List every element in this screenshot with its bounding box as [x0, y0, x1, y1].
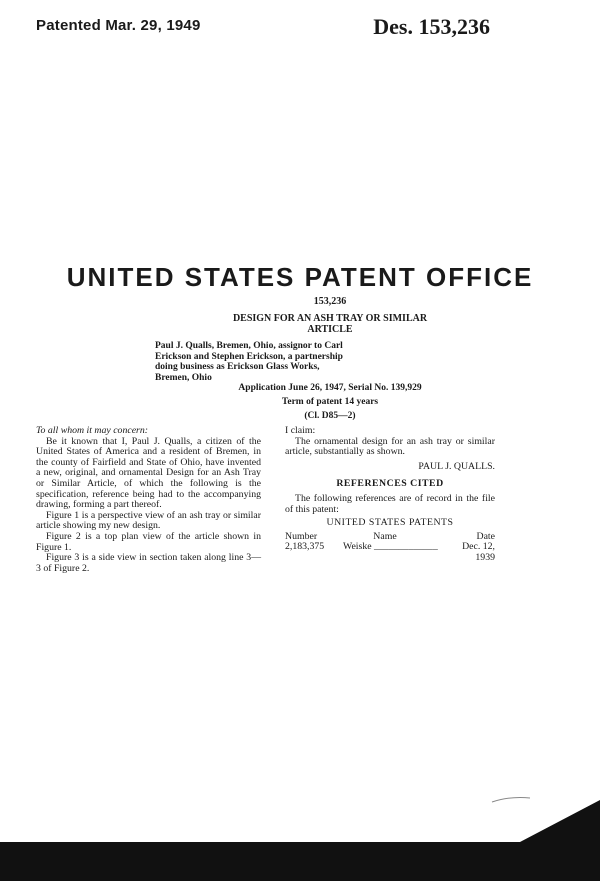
table-row	[285, 542, 495, 563]
ref-number: 2,183,375	[285, 541, 325, 553]
us-patents-title: UNITED STATES PATENTS	[326, 517, 454, 529]
header-name: Name	[373, 530, 397, 542]
office-heading: UNITED STATES PATENT OFFICE	[66, 262, 534, 292]
term-line: Term of patent 14 years	[281, 397, 379, 407]
patent-number: 153,236	[313, 296, 347, 307]
title-line-2: ARTICLE	[307, 324, 353, 335]
paragraph: Figure 2 is a top plan view of the article shown in Figure 1.	[36, 530, 261, 553]
paragraph: Figure 3 is a side view in section taken along line 3—3 of Figure 2.	[36, 552, 261, 574]
left-column	[36, 426, 261, 574]
ref-name: Weiske _____________	[343, 541, 438, 553]
references-intro: The following references are of record in the file of this patent:	[285, 492, 495, 515]
application-line: Application June 26, 1947, Serial No. 139,929	[238, 383, 422, 393]
design-number: Des. 153,236	[373, 14, 490, 39]
patent-title	[120, 313, 540, 335]
header-date: Date	[476, 530, 495, 542]
inventor-line: Bremen, Ohio	[155, 372, 212, 383]
paragraph: Be it known that I, Paul J. Qualls, a citizen of the United States of America and a resident of Bremen, in the county of Fairfield and State of Ohio, have invented a new, original, and ornamental Design for an Ash Tray or Similar Article, of which the following is the specification, reference being had to the accompanying drawing, forming a part thereof.	[36, 435, 261, 511]
claim-text: The ornamental design for an ash tray or similar article, substantially as shown.	[285, 435, 495, 458]
header-number: Number	[285, 530, 318, 542]
inventor-line: Paul J. Qualls, Bremen, Ohio, assignor to Carl	[155, 341, 343, 351]
ref-date: Dec. 12, 1939	[462, 541, 495, 563]
inventor-line: Erickson and Stephen Erickson, a partnership	[155, 351, 343, 362]
references-title: REFERENCES CITED	[336, 478, 444, 490]
scan-corner-mark	[490, 790, 600, 850]
right-column	[285, 426, 495, 564]
greeting: To all whom it may concern:	[36, 425, 149, 436]
claim-heading: I claim:	[285, 425, 316, 436]
classification-line: (Cl. D85—2)	[304, 411, 356, 421]
paragraph: Figure 1 is a perspective view of an ash tray or similar article showing my new design.	[36, 509, 261, 532]
signature: PAUL J. QUALLS.	[418, 460, 495, 472]
scan-border-bottom	[0, 842, 600, 881]
title-line-1: DESIGN FOR AN ASH TRAY OR SIMILAR	[232, 313, 428, 324]
inventor-line: doing business as Erickson Glass Works,	[155, 362, 320, 372]
inventor-block	[155, 341, 410, 383]
patent-date: Patented Mar. 29, 1949	[36, 17, 201, 34]
